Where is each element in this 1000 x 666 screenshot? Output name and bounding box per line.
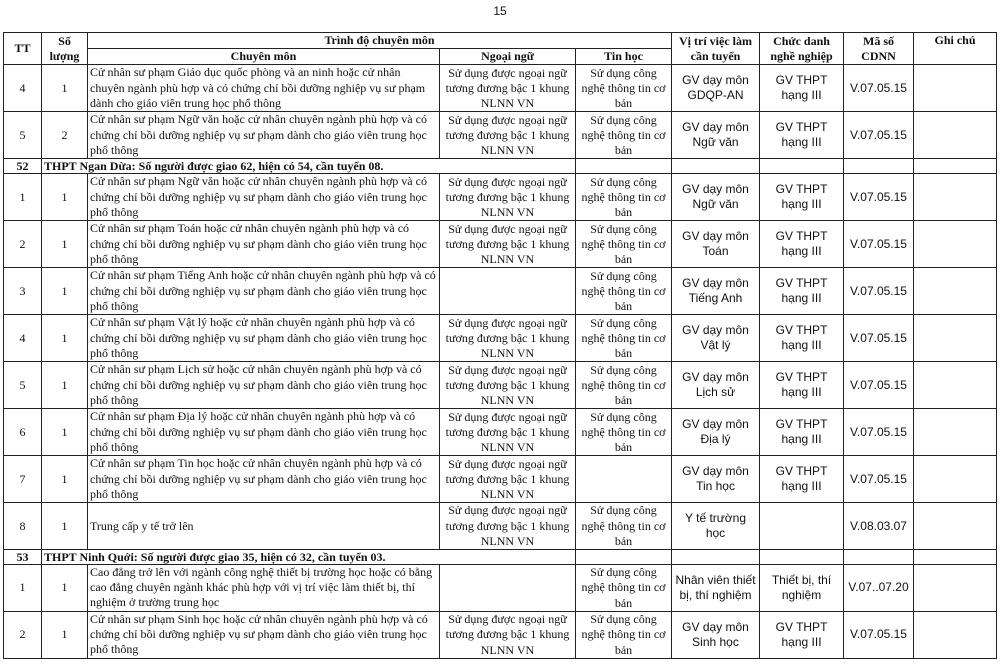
section-empty-cell: [844, 159, 914, 174]
cell-tt: 2: [4, 612, 42, 659]
cell-chuc-danh: GV THPT hạng III: [760, 268, 844, 315]
cell-so-luong: 1: [42, 65, 88, 112]
cell-tin-hoc: Sử dụng công nghệ thông tin cơ bản: [576, 409, 672, 456]
cell-so-luong: 1: [42, 612, 88, 659]
header-tin-hoc: Tin học: [576, 49, 672, 65]
section-empty-cell: [760, 550, 844, 565]
cell-tt: 5: [4, 112, 42, 159]
cell-ghi-chu: [914, 503, 997, 550]
table-row: [4, 112, 997, 159]
section-title: THPT Ninh Quới: Số người được giao 35, hiện có 32, cần tuyển 03.: [42, 550, 576, 565]
cell-tin-hoc: [576, 456, 672, 503]
section-empty-cell: [760, 159, 844, 174]
cell-vi-tri: GV dạy môn Ngữ văn: [672, 112, 760, 159]
header-trinh-do: Trình độ chuyên môn: [88, 33, 672, 49]
header-so-luong: Số lượng: [42, 33, 88, 65]
section-empty-cell: [844, 550, 914, 565]
cell-ma-so: V.07..07.20: [844, 565, 914, 612]
cell-ghi-chu: [914, 456, 997, 503]
cell-tt: 1: [4, 565, 42, 612]
header-chuc-danh: Chức danh nghề nghiệp: [760, 33, 844, 65]
section-empty-cell: [576, 159, 672, 174]
cell-ghi-chu: [914, 409, 997, 456]
cell-ghi-chu: [914, 174, 997, 221]
table-row: [4, 503, 997, 550]
cell-ma-so: V.07.05.15: [844, 362, 914, 409]
cell-vi-tri: GV dạy môn Vật lý: [672, 315, 760, 362]
cell-so-luong: 1: [42, 174, 88, 221]
cell-chuyen-mon: Cử nhân sư phạm Sinh học hoặc cử nhân chuyên ngành phù hợp và có chứng chỉ bồi dưỡng nghiệp vụ sư phạm dành cho giáo viên trung học phổ thông: [88, 612, 440, 659]
cell-tt: 1: [4, 174, 42, 221]
cell-ngoai-ngu: Sử dụng được ngoại ngữ tương đương bậc 1 khung NLNN VN: [440, 362, 576, 409]
cell-tt: 7: [4, 456, 42, 503]
cell-chuc-danh: GV THPT hạng III: [760, 456, 844, 503]
cell-so-luong: 1: [42, 362, 88, 409]
cell-ma-so: V.07.05.15: [844, 268, 914, 315]
cell-ma-so: V.07.05.15: [844, 221, 914, 268]
table-row: [4, 221, 997, 268]
cell-vi-tri: GV dạy môn Tin học: [672, 456, 760, 503]
cell-ngoai-ngu: Sử dụng được ngoại ngữ tương đương bậc 1 khung NLNN VN: [440, 456, 576, 503]
header-ma-so: Mã số CDNN: [844, 33, 914, 65]
cell-tin-hoc: Sử dụng công nghệ thông tin cơ bản: [576, 315, 672, 362]
cell-tt: 3: [4, 268, 42, 315]
table-header: [4, 33, 997, 65]
section-number: 52: [4, 159, 42, 174]
table-row: [4, 174, 997, 221]
section-empty-cell: [914, 550, 997, 565]
cell-vi-tri: Y tế trường học: [672, 503, 760, 550]
cell-chuc-danh: [760, 503, 844, 550]
table-row: [4, 362, 997, 409]
cell-ma-so: V.07.05.15: [844, 174, 914, 221]
header-vi-tri: Vị trí việc làm cần tuyển: [672, 33, 760, 65]
cell-ghi-chu: [914, 65, 997, 112]
cell-ngoai-ngu: Sử dụng được ngoại ngữ tương đương bậc 1 khung NLNN VN: [440, 174, 576, 221]
cell-so-luong: 1: [42, 315, 88, 362]
cell-chuyen-mon: Cử nhân sư phạm Ngữ văn hoặc cử nhân chuyên ngành phù hợp và có chứng chỉ bồi dưỡng nghiệp vụ sư phạm dành cho giáo viên trung học phổ thông: [88, 112, 440, 159]
cell-tin-hoc: Sử dụng công nghệ thông tin cơ bản: [576, 174, 672, 221]
cell-vi-tri: GV dạy môn Tiếng Anh: [672, 268, 760, 315]
cell-ngoai-ngu: Sử dụng được ngoại ngữ tương đương bậc 1 khung NLNN VN: [440, 503, 576, 550]
cell-chuyen-mon: Cử nhân sư phạm Toán hoặc cử nhân chuyên ngành phù hợp và có chứng chỉ bồi dưỡng nghiệp vụ sư phạm dành cho giáo viên trung học phổ thông: [88, 221, 440, 268]
cell-tt: 6: [4, 409, 42, 456]
section-empty-cell: [672, 550, 760, 565]
cell-tt: 5: [4, 362, 42, 409]
cell-ma-so: V.08.03.07: [844, 503, 914, 550]
section-row: [4, 550, 997, 565]
cell-tin-hoc: Sử dụng công nghệ thông tin cơ bản: [576, 362, 672, 409]
cell-ma-so: V.07.05.15: [844, 65, 914, 112]
cell-ngoai-ngu: Sử dụng được ngoại ngữ tương đương bậc 1 khung NLNN VN: [440, 612, 576, 659]
cell-so-luong: 1: [42, 409, 88, 456]
section-row: [4, 159, 997, 174]
cell-tin-hoc: Sử dụng công nghệ thông tin cơ bản: [576, 268, 672, 315]
cell-tt: 8: [4, 503, 42, 550]
cell-chuc-danh: GV THPT hạng III: [760, 174, 844, 221]
cell-tt: 2: [4, 221, 42, 268]
cell-ma-so: V.07.05.15: [844, 612, 914, 659]
cell-ghi-chu: [914, 612, 997, 659]
cell-ma-so: V.07.05.15: [844, 112, 914, 159]
cell-vi-tri: GV dạy môn Lịch sử: [672, 362, 760, 409]
header-ngoai-ngu: Ngoại ngữ: [440, 49, 576, 65]
table-row: [4, 565, 997, 612]
cell-ngoai-ngu: [440, 565, 576, 612]
cell-ngoai-ngu: Sử dụng được ngoại ngữ tương đương bậc 1 khung NLNN VN: [440, 221, 576, 268]
cell-so-luong: 1: [42, 565, 88, 612]
cell-chuyen-mon: Cử nhân sư phạm Giáo dục quốc phòng và an ninh hoặc cử nhân chuyên ngành phù hợp và có chứng chỉ bồi dưỡng nghiệp vụ sư phạm dành cho giáo viên trung học phổ thông: [88, 65, 440, 112]
page-number: 15: [493, 4, 507, 18]
cell-chuc-danh: Thiết bị, thí nghiệm: [760, 565, 844, 612]
recruitment-table: [3, 32, 997, 659]
cell-tt: 4: [4, 65, 42, 112]
table-body: [4, 65, 997, 659]
cell-ghi-chu: [914, 315, 997, 362]
cell-ngoai-ngu: Sử dụng được ngoại ngữ tương đương bậc 1 khung NLNN VN: [440, 65, 576, 112]
cell-ghi-chu: [914, 221, 997, 268]
cell-ghi-chu: [914, 268, 997, 315]
cell-ngoai-ngu: [440, 268, 576, 315]
cell-chuc-danh: GV THPT hạng III: [760, 65, 844, 112]
cell-ghi-chu: [914, 362, 997, 409]
table-row: [4, 268, 997, 315]
table-row: [4, 612, 997, 659]
header-ghi-chu: Ghi chú: [914, 33, 997, 65]
cell-chuyen-mon: Cử nhân sư phạm Vật lý hoặc cử nhân chuyên ngành phù hợp và có chứng chỉ bồi dưỡng nghiệp vụ sư phạm dành cho giáo viên trung học phổ thông: [88, 315, 440, 362]
cell-vi-tri: Nhân viên thiết bị, thí nghiệm: [672, 565, 760, 612]
cell-so-luong: 1: [42, 503, 88, 550]
cell-so-luong: 2: [42, 112, 88, 159]
cell-chuyen-mon: Cử nhân sư phạm Lịch sử hoặc cử nhân chuyên ngành phù hợp và có chứng chỉ bồi dưỡng nghiệp vụ sư phạm dành cho giáo viên trung học phổ thông: [88, 362, 440, 409]
cell-chuc-danh: GV THPT hạng III: [760, 612, 844, 659]
cell-tin-hoc: Sử dụng công nghệ thông tin cơ bản: [576, 112, 672, 159]
cell-chuyen-mon: Cử nhân sư phạm Ngữ văn hoặc cử nhân chuyên ngành phù hợp và có chứng chỉ bồi dưỡng nghiệp vụ sư phạm dành cho giáo viên trung học phổ thông: [88, 174, 440, 221]
header-tt: TT: [4, 33, 42, 65]
section-empty-cell: [672, 159, 760, 174]
cell-tin-hoc: Sử dụng công nghệ thông tin cơ bản: [576, 221, 672, 268]
cell-chuyen-mon: Trung cấp y tế trở lên: [88, 503, 440, 550]
cell-chuyen-mon: Cử nhân sư phạm Tin học hoặc cử nhân chuyên ngành phù hợp và có chứng chỉ bồi dưỡng nghiệp vụ sư phạm dành cho giáo viên trung học phổ thông: [88, 456, 440, 503]
cell-so-luong: 1: [42, 456, 88, 503]
cell-tin-hoc: Sử dụng công nghệ thông tin cơ bản: [576, 65, 672, 112]
cell-vi-tri: GV dạy môn Ngữ văn: [672, 174, 760, 221]
cell-tt: 4: [4, 315, 42, 362]
cell-chuc-danh: GV THPT hạng III: [760, 221, 844, 268]
cell-chuyen-mon: Cử nhân sư phạm Tiếng Anh hoặc cử nhân chuyên ngành phù hợp và có chứng chỉ bồi dưỡng nghiệp vụ sư phạm dành cho giáo viên trung học phổ thông: [88, 268, 440, 315]
section-title: THPT Ngan Dừa: Số người được giao 62, hiện có 54, cần tuyển 08.: [42, 159, 576, 174]
table-row: [4, 315, 997, 362]
cell-chuc-danh: GV THPT hạng III: [760, 315, 844, 362]
cell-chuyen-mon: Cử nhân sư phạm Địa lý hoặc cử nhân chuyên ngành phù hợp và có chứng chỉ bồi dưỡng nghiệp vụ sư phạm dành cho giáo viên trung học phổ thông: [88, 409, 440, 456]
cell-vi-tri: GV dạy môn GDQP-AN: [672, 65, 760, 112]
cell-chuc-danh: GV THPT hạng III: [760, 112, 844, 159]
cell-tin-hoc: Sử dụng công nghệ thông tin cơ bản: [576, 612, 672, 659]
cell-ngoai-ngu: Sử dụng được ngoại ngữ tương đương bậc 1 khung NLNN VN: [440, 112, 576, 159]
cell-vi-tri: GV dạy môn Sinh học: [672, 612, 760, 659]
cell-ghi-chu: [914, 112, 997, 159]
table-row: [4, 409, 997, 456]
cell-ngoai-ngu: Sử dụng được ngoại ngữ tương đương bậc 1 khung NLNN VN: [440, 315, 576, 362]
cell-so-luong: 1: [42, 221, 88, 268]
cell-so-luong: 1: [42, 268, 88, 315]
cell-chuyen-mon: Cao đẳng trở lên với ngành công nghệ thiết bị trường học hoặc có bằng cao đẳng chuyên ngành khác phù hợp với vị trí việc làm thiết bị, thí nghiệm ở trường trung học: [88, 565, 440, 612]
header-chuyen-mon: Chuyên môn: [88, 49, 440, 65]
cell-chuc-danh: GV THPT hạng III: [760, 362, 844, 409]
cell-ngoai-ngu: Sử dụng được ngoại ngữ tương đương bậc 1 khung NLNN VN: [440, 409, 576, 456]
cell-tin-hoc: Sử dụng công nghệ thông tin cơ bản: [576, 503, 672, 550]
section-empty-cell: [914, 159, 997, 174]
cell-ma-so: V.07.05.15: [844, 409, 914, 456]
cell-ma-so: V.07.05.15: [844, 315, 914, 362]
cell-chuc-danh: GV THPT hạng III: [760, 409, 844, 456]
section-empty-cell: [576, 550, 672, 565]
cell-vi-tri: GV dạy môn Toán: [672, 221, 760, 268]
table-row: [4, 65, 997, 112]
table-row: [4, 456, 997, 503]
cell-tin-hoc: Sử dụng công nghệ thông tin cơ bản: [576, 565, 672, 612]
cell-ghi-chu: [914, 565, 997, 612]
section-number: 53: [4, 550, 42, 565]
cell-vi-tri: GV dạy môn Địa lý: [672, 409, 760, 456]
cell-ma-so: V.07.05.15: [844, 456, 914, 503]
